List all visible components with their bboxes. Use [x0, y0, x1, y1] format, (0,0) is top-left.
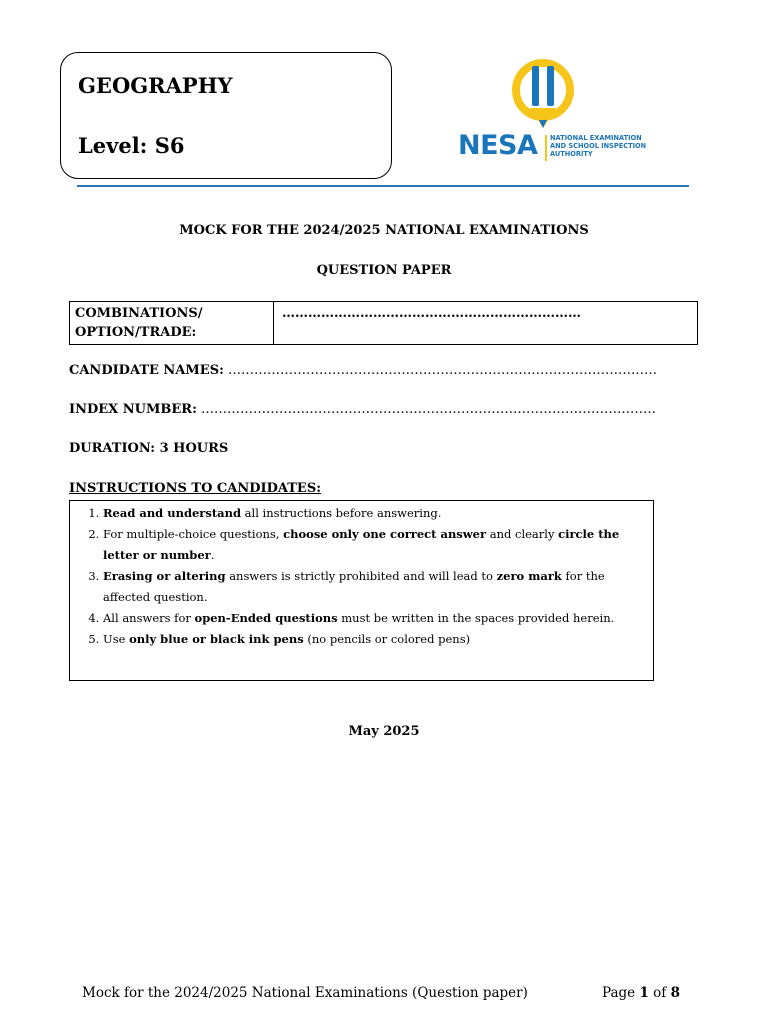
nesa-acronym: NESA — [458, 130, 538, 161]
paper-type: QUESTION PAPER — [316, 263, 452, 278]
title-box — [60, 52, 392, 179]
footer-text: Mock for the 2024/2025 National Examinations (Question paper) — [82, 985, 528, 1001]
combinations-label: COMBINATIONS/ OPTION/TRADE: — [70, 302, 274, 345]
candidate-names-label: CANDIDATE NAMES: — [69, 363, 224, 378]
instructions-heading: INSTRUCTIONS TO CANDIDATES: — [69, 481, 322, 496]
instruction-item: 2. For multiple-choice questions, choose only one correct answer and clearly circle the letter or number. — [103, 524, 653, 566]
candidate-names-field[interactable]: ……………………………………………………………………………………… — [223, 363, 658, 378]
subject-title: GEOGRAPHY — [78, 73, 233, 98]
nesa-full-name: NATIONAL EXAMINATION AND SCHOOL INSPECTION AUTHORITY — [550, 134, 647, 159]
combinations-field[interactable]: …………………………………………………………… — [274, 302, 698, 345]
instruction-item: 3. Erasing or altering answers is strictly prohibited and will lead to zero mark for the affected question. — [103, 566, 653, 608]
instruction-item: 1. Read and understand all instructions before answering. — [103, 503, 653, 524]
header-rule — [77, 185, 689, 187]
index-number-label: INDEX NUMBER: — [69, 402, 197, 417]
index-number-field[interactable]: …………………………………………………………………………………………… — [196, 402, 657, 417]
exam-date: May 2025 — [348, 724, 420, 739]
logo-separator — [545, 135, 547, 161]
duration: DURATION: 3 HOURS — [69, 441, 229, 456]
instructions-list — [70, 503, 653, 650]
instruction-item: 4. All answers for open-Ended questions must be written in the spaces provided herein. — [103, 608, 653, 629]
exam-title: MOCK FOR THE 2024/2025 NATIONAL EXAMINATIONS — [179, 223, 589, 238]
combinations-table — [69, 301, 698, 345]
page-number: Page 1 of 8 — [602, 985, 680, 1001]
page-footer — [82, 985, 692, 1001]
instruction-item: 5. Use only blue or black ink pens (no pencils or colored pens) — [103, 629, 653, 650]
nesa-logo — [458, 58, 658, 168]
instructions-box — [69, 500, 654, 681]
candidate-names-row — [69, 363, 699, 378]
index-number-row — [69, 402, 699, 417]
level-label: Level: S6 — [78, 133, 185, 158]
pencil-emblem-icon — [508, 58, 578, 134]
